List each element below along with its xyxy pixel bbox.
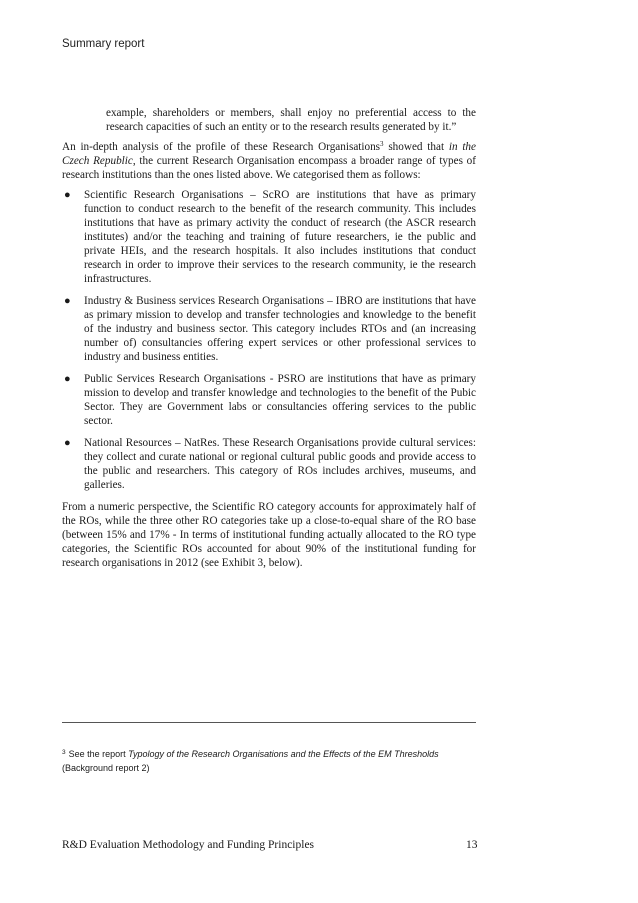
list-item-public-services (62, 372, 476, 428)
list-item-text: Industry & Business services Research Organisations – IBRO are institutions that have as primary mission to develop and transfer technologies and knowledge to the benefit of the industry and business sector. This category includes RTOs and (an increasing number of) consultancies offering expert services or other professional services to industry and business entities. (84, 295, 476, 363)
list-item-text: National Resources – NatRes. These Research Organisations provide cultural services: they collect and curate national or regional cultural public goods and provide access to the public and researchers. This category of ROs includes archives, museums, and galleries. (84, 437, 476, 491)
footnote-reference: 3 (380, 140, 384, 148)
intro-text-part3: , the current Research Organisation encompass a broader range of types of research institutions than the ones listed above. We categorised them as follows: (62, 155, 476, 181)
intro-italic-text: in the Czech Republic (62, 141, 476, 167)
intro-text-part2: showed that (383, 141, 449, 153)
list-item-text: Scientific Research Organisations – ScRO are institutions that have as primary function to conduct research to the benefit of the research community. This includes institutions that have as primary activity the conduct of research (the ASCR research institutes) and/or the teaching and training of future researchers, ie the public and private HEIs, and the research hospitals. It also includes institutions that conduct research in order to improve their services to the research community, ie the research infrastructures. (84, 189, 476, 285)
page-number: 13 (466, 839, 478, 851)
intro-text-part1: An in-depth analysis of the profile of these Research Organisations (62, 141, 381, 153)
bullet-icon: ● (64, 189, 71, 201)
list-item-industry-business (62, 294, 476, 364)
list-item-national-resources (62, 436, 476, 492)
ro-category-list (62, 188, 476, 492)
bullet-icon: ● (64, 373, 71, 385)
footnote (62, 746, 480, 775)
intro-paragraph (62, 140, 476, 182)
footer-title: R&D Evaluation Methodology and Funding Principles (62, 839, 315, 851)
conclusion-paragraph: From a numeric perspective, the Scientific RO category accounts for approximately half of the ROs, while the three other RO categories take up a close-to-equal share of the RO base (between 15% and 17% - In terms of institutional funding actually allocated to the RO type categories, the Scientific ROs accounted for about 90% of the institutional funding for research organisations in 2012 (see Exhibit 3, below). (62, 501, 476, 569)
main-content (62, 106, 476, 576)
footnote-divider (62, 722, 476, 723)
footnote-number: 3 (62, 749, 66, 756)
footnote-text-before: See the report (68, 749, 129, 759)
list-item-text: Public Services Research Organisations - PSRO are institutions that have as primary mission to develop and transfer knowledge and technologies to the benefit of the Pubic Sector. They are Government labs or consultancies offering services to the public sector. (84, 373, 476, 427)
list-item-scientific (62, 188, 476, 286)
footnote-text-after: (Background report 2) (62, 763, 150, 773)
footnote-report-title: Typology of the Research Organisations and the Effects of the EM Thresholds (128, 749, 439, 759)
running-header: Summary report (62, 38, 145, 50)
bullet-icon: ● (64, 295, 71, 307)
quote-continuation: example, shareholders or members, shall enjoy no preferential access to the research capacities of such an entity or to the research results generated by it.” (106, 107, 476, 133)
bullet-icon: ● (64, 437, 71, 449)
